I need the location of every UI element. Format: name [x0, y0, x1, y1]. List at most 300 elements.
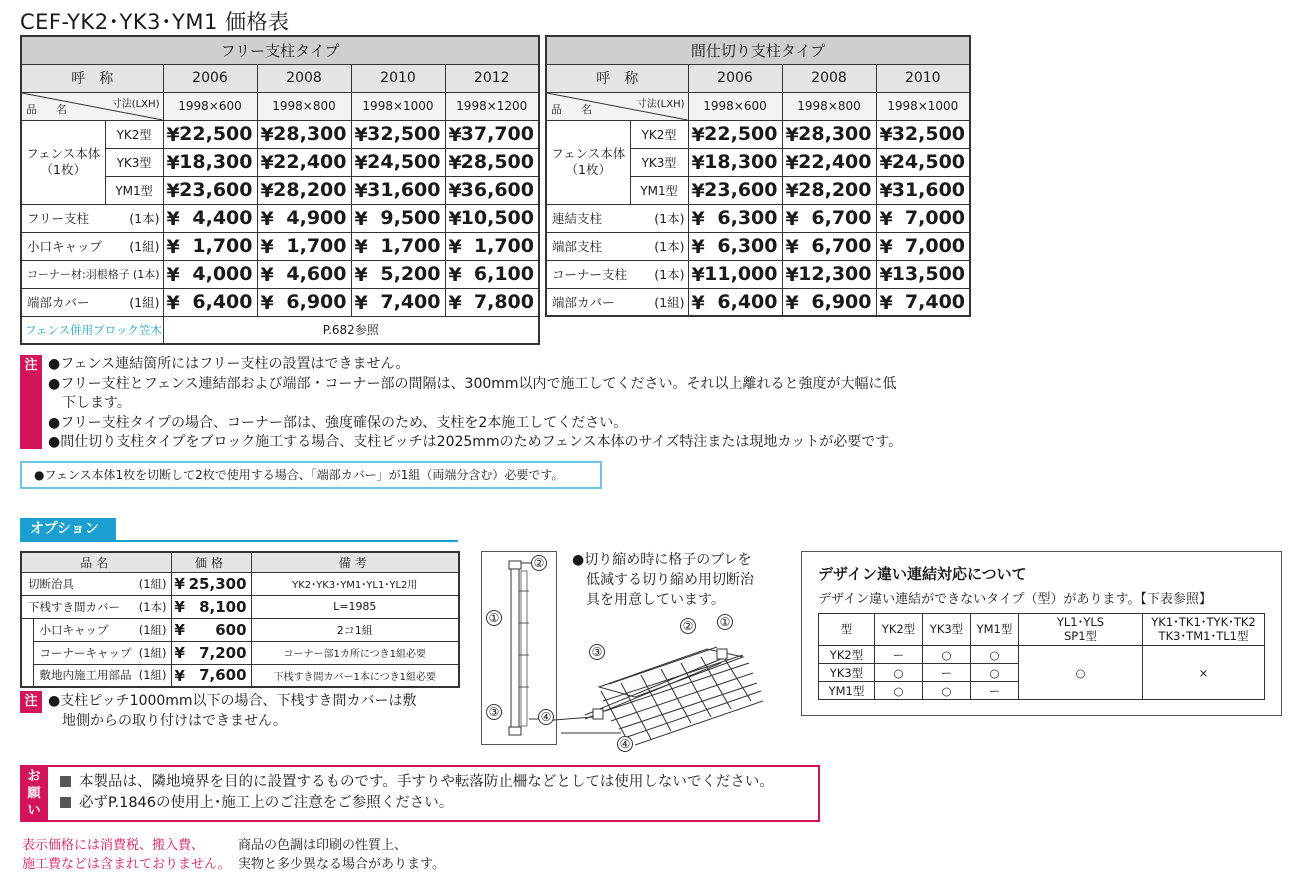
price-cell — [351, 260, 445, 288]
yen-symbol: ¥ — [354, 179, 368, 202]
options-header-row — [21, 552, 459, 572]
body-label: フェンス本体 （1枚） — [21, 120, 105, 204]
price-value: 6,300 — [717, 235, 778, 257]
yen-symbol: ¥ — [260, 179, 274, 202]
option-unit: (1本) — [138, 599, 167, 614]
yen-symbol: ¥ — [448, 263, 462, 286]
part-label-inner — [547, 293, 688, 311]
design-yk-cell: × — [1143, 646, 1265, 700]
design-cell: ○ — [923, 682, 971, 700]
part-label — [21, 288, 163, 316]
price-cell — [688, 204, 782, 232]
price-cell — [257, 204, 351, 232]
yen-symbol: ¥ — [785, 291, 799, 314]
option-name-inner — [34, 645, 171, 661]
yen-symbol: ¥ — [448, 179, 462, 202]
price-value: 22,400 — [273, 151, 347, 173]
option-name — [21, 572, 171, 595]
yen-symbol: ¥ — [448, 151, 462, 174]
yen-symbol: ¥ — [691, 179, 705, 202]
price-cell — [163, 148, 257, 176]
part-label — [21, 232, 163, 260]
year-cell: 2008 — [257, 64, 351, 92]
size-label: 寸法(LXH) — [636, 98, 685, 110]
price-value: 1,700 — [192, 235, 253, 257]
yen-symbol: ¥ — [260, 151, 274, 174]
part-label-inner — [547, 209, 688, 227]
part-name: 端部カバー — [552, 294, 615, 310]
notes-list — [48, 355, 978, 453]
price-cell — [163, 176, 257, 204]
model-cell: YK3型 — [105, 148, 163, 176]
note-item: ●間仕切り支柱タイプをブロック施工する場合、支柱ピッチは2025mmのためフェンス本体のサイズ特注または現地カットが必要です。 — [48, 434, 903, 450]
option-price — [171, 595, 251, 618]
col-price: 価格 — [171, 552, 251, 572]
price-cell — [876, 260, 970, 288]
price-value: 7,800 — [473, 291, 534, 313]
option-unit: (1組) — [138, 622, 167, 637]
yen-symbol: ¥ — [166, 123, 180, 146]
option-price — [171, 572, 251, 595]
body-label: フェンス本体 （1枚） — [546, 120, 630, 204]
part-label-inner — [547, 237, 688, 255]
yen-symbol: ¥ — [166, 207, 180, 230]
option-name-text: 敷地内施工用部品 — [39, 668, 132, 683]
price-cell — [876, 288, 970, 316]
price-cell — [257, 260, 351, 288]
price-cell — [257, 232, 351, 260]
size-cell: 1998×600 — [688, 92, 782, 120]
box-note: ●フェンス本体1枚を切断して2枚で使用する場合、「端部カバー」が1組（両端分含む）必要です。 — [20, 461, 602, 489]
design-subtitle: デザイン違い連結ができないタイプ（型）があります。【下表参照】 — [818, 592, 1212, 607]
price-value: 23,600 — [704, 179, 778, 201]
price-cell — [782, 148, 876, 176]
price-cell — [351, 120, 445, 148]
yen-symbol: ¥ — [785, 263, 799, 286]
option-name — [33, 618, 171, 641]
price-cell — [688, 232, 782, 260]
design-title: デザイン違い連結対応について — [818, 565, 1027, 583]
part-unit: (1本) — [129, 211, 160, 226]
design-header-row — [819, 614, 1265, 646]
part-label — [546, 232, 688, 260]
design-col-model: 型 — [819, 614, 875, 646]
table-row — [546, 204, 970, 232]
table-row — [21, 232, 539, 260]
price-value: 24,500 — [367, 151, 441, 173]
free-post-price-table — [20, 35, 540, 345]
yen-symbol: ¥ — [879, 235, 893, 258]
part-label — [21, 204, 163, 232]
price-value: 24,500 — [891, 151, 966, 173]
price-value: 12,300 — [798, 263, 872, 285]
price-cell — [782, 232, 876, 260]
price-value: 9,500 — [380, 207, 441, 229]
design-col: YK2型 — [875, 614, 923, 646]
yen-symbol: ¥ — [174, 643, 185, 662]
price-cell — [445, 232, 539, 260]
options-divider — [20, 540, 458, 542]
table-row — [546, 288, 970, 316]
price-value: 7,200 — [199, 643, 247, 662]
yen-symbol: ¥ — [691, 235, 705, 258]
option-name-inner — [22, 576, 171, 592]
price-cell — [876, 204, 970, 232]
option-note: 下桟すき間カバー1本につき1組必要 — [251, 664, 459, 687]
option-price — [171, 664, 251, 687]
callout-4: ④ — [538, 709, 554, 725]
yen-symbol: ¥ — [879, 123, 893, 146]
price-cell — [445, 120, 539, 148]
design-cell: ー — [923, 664, 971, 682]
price-cell — [163, 232, 257, 260]
callout-1: ① — [486, 610, 502, 626]
design-cell: ○ — [875, 664, 923, 682]
option-note: 2コ1組 — [251, 618, 459, 641]
part-label — [21, 260, 163, 288]
part-label-inner — [22, 237, 163, 255]
price-value: 6,900 — [811, 290, 872, 313]
price-value: 4,000 — [192, 263, 253, 285]
part-label — [546, 288, 688, 316]
note-item: ●フリー支柱とフェンス連結部および端部・コーナー部の間隔は、300mm以内で施工してください。それ以上離れると強度が大幅に低 下します。 — [48, 375, 897, 411]
price-cell — [876, 176, 970, 204]
price-value: 31,600 — [367, 179, 441, 201]
option-name-text: 下桟すき間カバー — [28, 599, 120, 614]
table-title-row — [546, 36, 970, 64]
yen-symbol: ¥ — [691, 123, 705, 146]
table-header: フリー支柱タイプ — [21, 36, 539, 64]
price-value: 37,700 — [460, 123, 534, 145]
yen-symbol: ¥ — [354, 123, 368, 146]
size-row — [546, 92, 970, 120]
price-value: 11,000 — [704, 263, 778, 285]
price-value: 4,600 — [286, 263, 347, 285]
price-value: 6,100 — [473, 263, 534, 285]
callout-3: ③ — [486, 704, 502, 720]
price-value: 31,600 — [891, 179, 966, 201]
table-row — [21, 595, 459, 618]
yen-symbol: ¥ — [166, 291, 180, 314]
design-cell: ○ — [971, 646, 1019, 664]
design-compat-table — [818, 613, 1265, 700]
part-label — [546, 204, 688, 232]
price-value: 18,300 — [179, 151, 253, 173]
price-cell — [351, 176, 445, 204]
block-cap-link[interactable]: フェンス併用ブロック笠木 — [21, 316, 163, 344]
yen-symbol: ¥ — [879, 179, 893, 202]
option-unit: (1組) — [138, 668, 167, 683]
option-name — [21, 595, 171, 618]
year-row — [546, 64, 970, 92]
callout-1-b: ① — [717, 614, 733, 630]
part-name: フリー支柱 — [27, 211, 90, 226]
option-note: YK2･YK3･YM1･YL1･YL2用 — [251, 572, 459, 595]
table-row — [21, 316, 539, 344]
year-cell: 2008 — [782, 64, 876, 92]
table-row — [819, 646, 1265, 664]
item-size-header — [546, 92, 688, 120]
table-header: 間仕切り支柱タイプ — [546, 36, 970, 64]
price-cell — [445, 204, 539, 232]
price-cell — [688, 148, 782, 176]
yen-symbol: ¥ — [448, 235, 462, 258]
footer-tax-note: 表示価格には消費税、搬入費、 施工費などは含まれておりません。 — [22, 838, 231, 872]
year-cell: 2010 — [876, 64, 970, 92]
table-row — [21, 572, 459, 595]
price-value: 6,700 — [811, 235, 872, 257]
option-unit: (1組) — [138, 645, 167, 660]
table-row — [546, 260, 970, 288]
option-price — [171, 641, 251, 664]
year-cell: 2012 — [445, 64, 539, 92]
part-unit: (1本) — [654, 239, 685, 254]
partition-post-price-table — [545, 35, 971, 317]
price-value: 1,700 — [473, 235, 534, 257]
price-cell — [782, 176, 876, 204]
option-note-tag: 注 — [20, 691, 42, 713]
note-item: ●フェンス連結箇所にはフリー支柱の設置はできません。 — [48, 356, 410, 372]
price-cell — [688, 120, 782, 148]
page-title: CEF-YK2･YK3･YM1 価格表 — [20, 10, 290, 34]
block-cap-ref: P.682参照 — [163, 316, 539, 344]
table-title-row — [21, 36, 539, 64]
request-tag: お 願 い — [20, 765, 48, 822]
size-cell: 1998×1000 — [876, 92, 970, 120]
table-row — [21, 618, 459, 641]
callout-2-b: ② — [680, 618, 696, 634]
price-value: 7,600 — [199, 666, 247, 685]
price-cell — [351, 288, 445, 316]
price-value: 1,700 — [286, 235, 347, 257]
price-value: 36,600 — [460, 179, 534, 201]
option-name — [33, 641, 171, 664]
price-value: 600 — [215, 620, 247, 639]
yen-symbol: ¥ — [166, 179, 180, 202]
size-cell: 1998×800 — [782, 92, 876, 120]
size-cell: 1998×800 — [257, 92, 351, 120]
price-value: 32,500 — [367, 123, 441, 145]
price-value: 7,400 — [904, 290, 966, 313]
indent-spacer — [21, 618, 33, 687]
part-name: 端部カバー — [27, 295, 90, 310]
yen-symbol: ¥ — [260, 207, 274, 230]
price-cell — [782, 204, 876, 232]
illustration-caption: ●切り縮め時に格子のブレを 低減する切り縮め用切断治 具を用意しています。 — [572, 552, 754, 608]
yen-symbol: ¥ — [174, 574, 185, 593]
price-value: 25,300 — [188, 574, 247, 593]
design-col: YK1･TK1･TYK･TK2 TK3･TM1･TL1型 — [1143, 614, 1265, 646]
design-cell: ー — [971, 682, 1019, 700]
price-value: 6,900 — [286, 291, 347, 313]
price-cell — [876, 120, 970, 148]
option-unit: (1組) — [138, 576, 167, 591]
yen-symbol: ¥ — [354, 263, 368, 286]
option-name-inner — [34, 622, 171, 638]
name-label: 呼 称 — [21, 64, 163, 92]
size-cell: 1998×1000 — [351, 92, 445, 120]
part-name: 端部支柱 — [552, 239, 603, 254]
year-cell: 2006 — [688, 64, 782, 92]
price-cell — [445, 176, 539, 204]
model-cell: YK3型 — [630, 148, 688, 176]
price-cell — [351, 148, 445, 176]
part-name: コーナー材:羽根格子 — [27, 268, 130, 281]
price-cell — [351, 204, 445, 232]
price-value: 7,000 — [904, 235, 966, 257]
price-cell — [782, 260, 876, 288]
table-row — [21, 664, 459, 687]
part-label-inner — [22, 266, 163, 282]
price-value: 22,400 — [798, 151, 872, 173]
price-cell — [688, 288, 782, 316]
option-name-inner — [22, 599, 171, 615]
price-value: 28,300 — [798, 123, 872, 145]
table-row — [546, 232, 970, 260]
part-unit: (1組) — [129, 295, 160, 310]
option-note: ●支柱ピッチ1000mm以下の場合、下桟すき間カバーは敷 地側からの取り付けはできません。 — [48, 693, 417, 729]
part-unit: (1本) — [654, 267, 685, 282]
yen-symbol: ¥ — [879, 207, 893, 230]
size-label: 寸法(LXH) — [111, 98, 160, 110]
price-cell — [445, 288, 539, 316]
yen-symbol: ¥ — [260, 263, 274, 286]
request-line-1: 本製品は、隣地境界を目的に設置するものです。手すりや転落防止柵などとしては使用しないでください。 — [60, 772, 774, 793]
yen-symbol: ¥ — [174, 666, 185, 685]
price-value: 6,400 — [717, 290, 778, 313]
year-row — [21, 64, 539, 92]
yen-symbol: ¥ — [354, 207, 368, 230]
yen-symbol: ¥ — [785, 235, 799, 258]
model-cell: YK2型 — [105, 120, 163, 148]
option-name-text: コーナーキャップ — [39, 645, 132, 660]
yen-symbol: ¥ — [691, 263, 705, 286]
part-unit: (1組) — [654, 294, 685, 310]
price-cell — [876, 232, 970, 260]
price-value: 7,400 — [380, 291, 441, 313]
price-cell — [257, 148, 351, 176]
design-col: YK3型 — [923, 614, 971, 646]
size-row — [21, 92, 539, 120]
yen-symbol: ¥ — [691, 291, 705, 314]
design-cell: ○ — [923, 646, 971, 664]
design-row-model: YK2型 — [819, 646, 875, 664]
yen-symbol: ¥ — [354, 291, 368, 314]
item-label: 品 名 — [551, 102, 596, 116]
design-cell: ○ — [875, 682, 923, 700]
table-row — [21, 204, 539, 232]
part-unit: (1本) — [654, 211, 685, 226]
yen-symbol: ¥ — [879, 151, 893, 174]
table-row — [546, 120, 970, 148]
part-label-inner — [547, 265, 688, 283]
yen-symbol: ¥ — [448, 291, 462, 314]
part-label-inner — [22, 209, 163, 227]
table-row — [21, 120, 539, 148]
name-label: 呼 称 — [546, 64, 688, 92]
col-note: 備考 — [251, 552, 459, 572]
option-price — [171, 618, 251, 641]
design-col: YM1型 — [971, 614, 1019, 646]
price-cell — [163, 204, 257, 232]
price-value: 5,200 — [380, 263, 441, 285]
price-cell — [445, 260, 539, 288]
price-cell — [876, 148, 970, 176]
yen-symbol: ¥ — [354, 151, 368, 174]
yen-symbol: ¥ — [260, 291, 274, 314]
option-note: L=1985 — [251, 595, 459, 618]
yen-symbol: ¥ — [879, 291, 893, 314]
price-value: 10,500 — [460, 207, 534, 229]
square-bullet-icon — [60, 797, 71, 808]
model-cell: YM1型 — [630, 176, 688, 204]
price-value: 28,300 — [273, 123, 347, 145]
price-value: 8,100 — [199, 597, 247, 616]
part-unit: (1本) — [132, 268, 160, 281]
price-cell — [257, 288, 351, 316]
yen-symbol: ¥ — [785, 207, 799, 230]
price-value: 23,600 — [179, 179, 253, 201]
price-cell — [257, 176, 351, 204]
price-value: 1,700 — [380, 235, 441, 257]
price-value: 28,200 — [798, 179, 872, 201]
price-cell — [257, 120, 351, 148]
yen-symbol: ¥ — [166, 235, 180, 258]
size-cell: 1998×1200 — [445, 92, 539, 120]
yen-symbol: ¥ — [448, 207, 462, 230]
year-cell: 2010 — [351, 64, 445, 92]
yen-symbol: ¥ — [166, 151, 180, 174]
design-col: YL1･YLS SP1型 — [1019, 614, 1143, 646]
callout-4-b: ④ — [617, 736, 633, 752]
yen-symbol: ¥ — [785, 123, 799, 146]
yen-symbol: ¥ — [174, 620, 185, 639]
size-cell: 1998×600 — [163, 92, 257, 120]
price-value: 18,300 — [704, 151, 778, 173]
yen-symbol: ¥ — [354, 235, 368, 258]
price-cell — [688, 176, 782, 204]
price-cell — [445, 148, 539, 176]
price-value: 4,900 — [286, 207, 347, 229]
request-lines — [60, 772, 774, 814]
design-row-model: YK3型 — [819, 664, 875, 682]
option-name-text: 小口キャップ — [39, 622, 109, 637]
options-table — [20, 551, 460, 688]
option-name — [33, 664, 171, 687]
part-name: 小口キャップ — [27, 239, 103, 254]
item-size-header — [21, 92, 163, 120]
yen-symbol: ¥ — [691, 207, 705, 230]
square-bullet-icon — [60, 776, 71, 787]
price-value: 13,500 — [891, 263, 966, 285]
option-name-inner — [34, 667, 171, 683]
yen-symbol: ¥ — [260, 123, 274, 146]
price-cell — [163, 288, 257, 316]
callout-3-b: ③ — [589, 644, 605, 660]
price-cell — [688, 260, 782, 288]
model-cell: YK2型 — [630, 120, 688, 148]
part-label — [546, 260, 688, 288]
part-name: コーナー支柱 — [552, 267, 628, 282]
table-row — [21, 260, 539, 288]
option-name-text: 切断治具 — [28, 576, 74, 591]
design-cell: ○ — [971, 664, 1019, 682]
yen-symbol: ¥ — [785, 179, 799, 202]
part-unit: (1組) — [129, 239, 160, 254]
request-line-2: 必ずP.1846の使用上･施工上のご注意をご参照ください。 — [60, 793, 774, 814]
design-yl-cell: ○ — [1019, 646, 1143, 700]
options-header: オプション — [20, 518, 116, 540]
